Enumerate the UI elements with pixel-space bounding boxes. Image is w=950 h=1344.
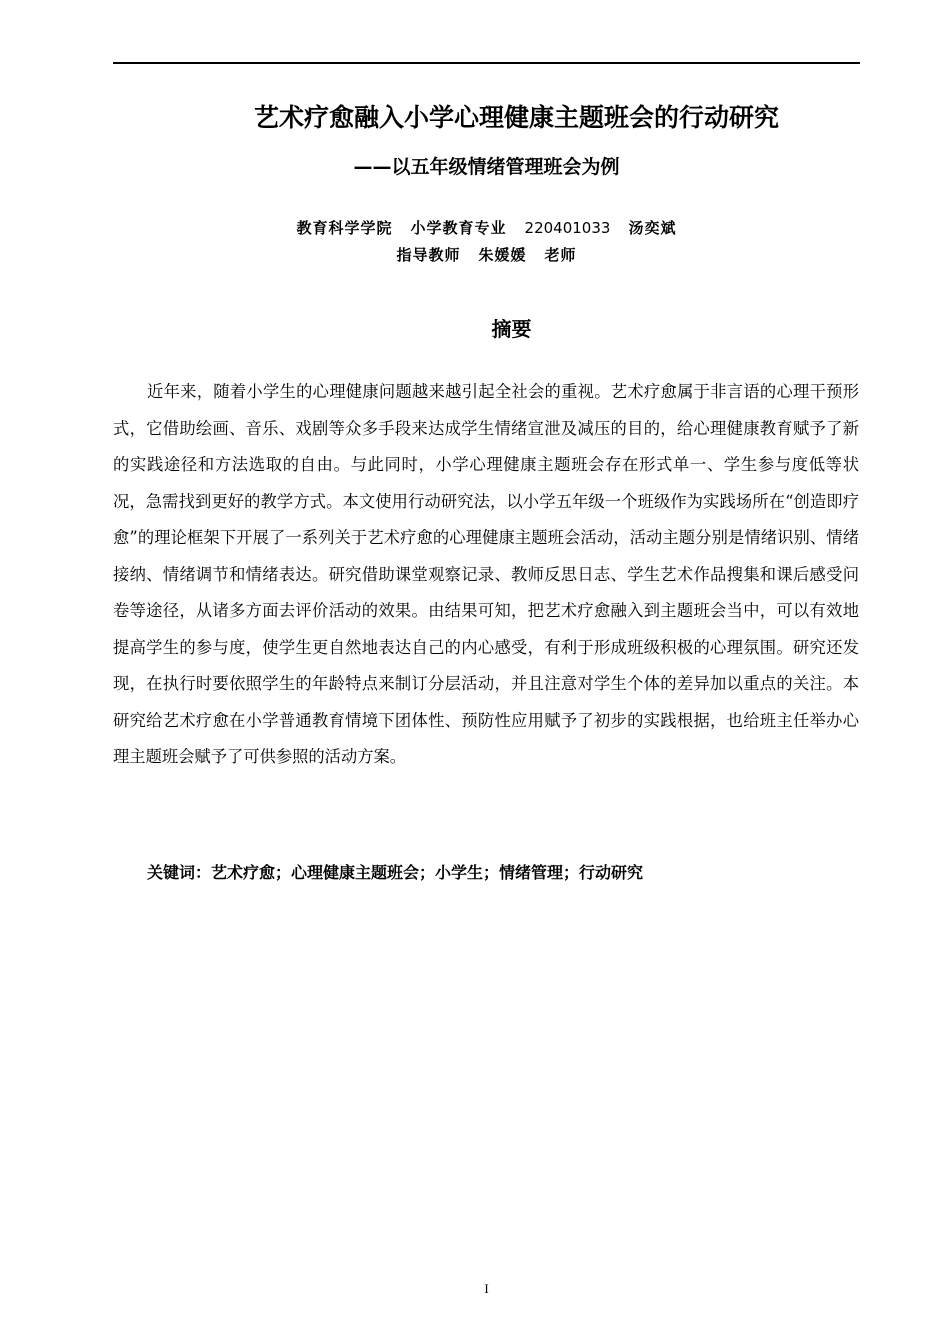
author-college: 教育科学学院 [296,219,393,237]
abstract-heading: 摘要 [491,317,532,341]
author-major: 小学教育专业 [410,219,507,237]
author-student-id: 220401033 [524,219,611,237]
author-name: 汤奕斌 [628,219,677,237]
abstract-body: 近年来，随着小学生的心理健康问题越来越引起全社会的重视。艺术疗愈属于非言语的心理干预形式，它借助绘画、音乐、戏剧等众多手段来达成学生情绪宣泄及减压的目的，给心理健康教育赋予了新的实践途径和方法选取的自由。与此同时，小学心理健康主题班会存在形式单一、学生参与度低等状况，急需找到更好的教学方式。本文使用行动研究法，以小学五年级一个班级作为实践场所在“创造即疗愈”的理论框架下开展了一系列关于艺术疗愈的心理健康主题班会活动，活动主题分别是情绪识别、情绪接纳、情绪调节和情绪表达。研究借助课堂观察记录、教师反思日志、学生艺术作品搜集和课后感受问卷等途径，从诸多方面去评价活动的效果。由结果可知，把艺术疗愈融入到主题班会当中，可以有效地提高学生的参与度，使学生更自然地表达自己的内心感受，有利于形成班级积极的心理氛围。研究还发现，在执行时要依照学生的年龄特点来制订分层活动，并且注意对学生个体的差异加以重点的关注。本研究给艺术疗愈在小学普通教育情境下团体性、预防性应用赋予了初步的实践根据，也给班主任举办心理主题班会赋予了可供参照的活动方案。 [113,382,859,766]
page-number: I [484,1281,489,1296]
paper-title: 艺术疗愈融入小学心理健康主题班会的行动研究 [253,103,779,132]
advisor-title: 老师 [544,246,577,264]
author-line [113,216,860,240]
advisor-label: 指导教师 [396,246,461,264]
advisor-line [113,243,860,267]
paper-subtitle: ——以五年级情绪管理班会为例 [353,156,620,178]
keywords-line: 关键词：艺术疗愈；心理健康主题班会；小学生；情绪管理；行动研究 [147,863,644,882]
header-rule [113,62,860,64]
advisor-name: 朱媛媛 [478,246,527,264]
